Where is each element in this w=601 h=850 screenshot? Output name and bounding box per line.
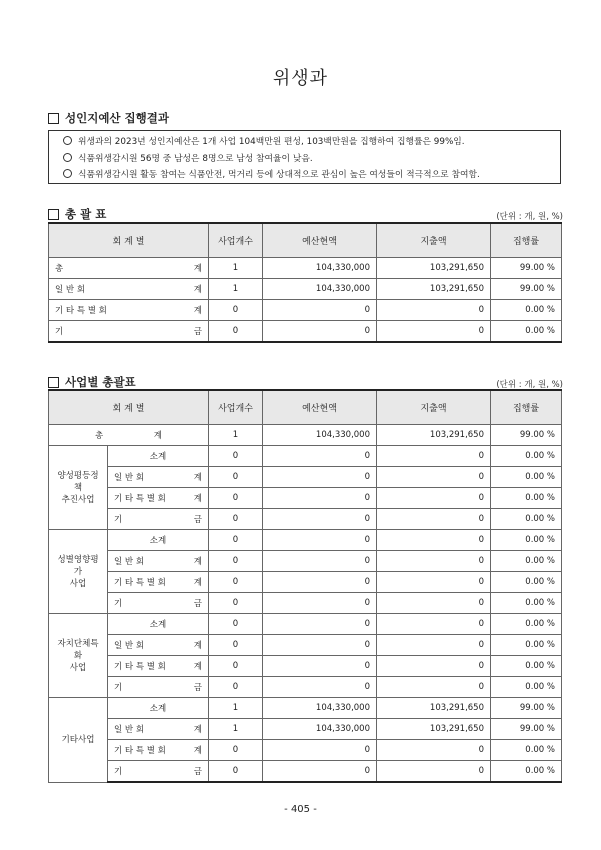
table-row: [49, 467, 562, 488]
unit-label: (단위 : 개, 원, %): [496, 212, 563, 222]
row-label: [114, 471, 202, 483]
rate-cell: 0.00 %: [491, 488, 562, 509]
count-cell: 0: [209, 635, 263, 656]
spent-cell: 0: [377, 530, 491, 551]
spent-cell: 0: [377, 467, 491, 488]
spent-cell: 103,291,650: [377, 698, 491, 719]
label-cell: [49, 279, 209, 300]
label-cell: [49, 300, 209, 321]
rate-cell: 0.00 %: [491, 530, 562, 551]
label-cell: [49, 258, 209, 279]
checkbox-square-icon: [48, 209, 59, 220]
table-row: [49, 572, 562, 593]
summary-bullet: 식품위생감시원 활동 참여는 식품안전, 먹거리 등에 상대적으로 관심이 높은 여성들이 적극적으로 참여함.: [63, 167, 560, 184]
budget-cell: 0: [263, 467, 377, 488]
row-label: [55, 325, 202, 337]
label-cell: [108, 740, 209, 761]
rate-cell: 0.00 %: [491, 572, 562, 593]
column-header: 사업개수: [209, 390, 263, 425]
project-category-line1: 자치단체특화: [57, 638, 99, 661]
spent-cell: 0: [377, 509, 491, 530]
project-category-line2: 사업: [69, 578, 87, 589]
budget-cell: 104,330,000: [263, 258, 377, 279]
label-cell: [108, 467, 209, 488]
spent-cell: 0: [377, 488, 491, 509]
row-label-right: 계: [193, 285, 202, 295]
label-cell: [108, 572, 209, 593]
table-row: [49, 614, 562, 635]
budget-cell: 0: [263, 488, 377, 509]
spent-cell: 0: [377, 614, 491, 635]
row-label: [55, 283, 202, 295]
rate-cell: 0.00 %: [491, 740, 562, 761]
budget-cell: 0: [263, 551, 377, 572]
column-header: 집행률: [491, 390, 562, 425]
row-label-left: 기 타 특 별 회: [114, 494, 166, 504]
count-cell: 0: [209, 677, 263, 698]
count-cell: 0: [209, 740, 263, 761]
rate-cell: 0.00 %: [491, 656, 562, 677]
count-cell: 0: [209, 656, 263, 677]
rate-cell: 0.00 %: [491, 761, 562, 783]
row-label: [114, 744, 202, 756]
table-row: [49, 635, 562, 656]
table-row: [49, 719, 562, 740]
budget-cell: 0: [263, 761, 377, 783]
column-header: 예산현액: [263, 390, 377, 425]
row-label-right: 계: [193, 557, 202, 567]
row-label: [114, 639, 202, 651]
count-cell: 0: [209, 551, 263, 572]
table-row: [49, 488, 562, 509]
label-cell: [108, 635, 209, 656]
spent-cell: 0: [377, 740, 491, 761]
budget-cell: 0: [263, 300, 377, 321]
rate-cell: 0.00 %: [491, 321, 562, 343]
summary-table: [48, 222, 562, 343]
table-row: [49, 551, 562, 572]
row-label-left: 일 반 회: [55, 285, 86, 295]
column-header: 회 계 별: [49, 390, 209, 425]
section-heading-summary-table: [48, 206, 106, 222]
row-label-left: 기 타 특 별 회: [114, 662, 166, 672]
budget-cell: 0: [263, 530, 377, 551]
count-cell: 0: [209, 572, 263, 593]
table-row: [49, 300, 562, 321]
budget-cell: 0: [263, 656, 377, 677]
project-category-line2: 추진사업: [61, 494, 95, 505]
label-cell: [49, 425, 209, 446]
row-label-right: 계: [193, 578, 202, 588]
row-label: [114, 513, 202, 525]
rate-cell: 99.00 %: [491, 279, 562, 300]
budget-cell: 0: [263, 572, 377, 593]
row-label-left: 총: [55, 264, 64, 274]
row-label: [114, 555, 202, 567]
row-label-right: 계: [193, 264, 202, 274]
label-cell: [108, 677, 209, 698]
label-cell: [108, 656, 209, 677]
row-label-left: 일 반 회: [114, 473, 145, 483]
spent-cell: 0: [377, 300, 491, 321]
table-row: [49, 698, 562, 719]
table-row: [49, 509, 562, 530]
budget-cell: 0: [263, 321, 377, 343]
table-header-row: [49, 390, 562, 425]
rate-cell: 0.00 %: [491, 467, 562, 488]
rate-cell: 0.00 %: [491, 446, 562, 467]
column-header: 예산현액: [263, 223, 377, 258]
row-label-right: 계: [193, 306, 202, 316]
project-category-line1: 기타사업: [61, 734, 95, 745]
row-label: [55, 304, 202, 316]
count-cell: 0: [209, 467, 263, 488]
circle-bullet-icon: [63, 136, 72, 145]
row-label: [114, 723, 202, 735]
spent-cell: 0: [377, 677, 491, 698]
count-cell: 0: [209, 446, 263, 467]
table-row: [49, 740, 562, 761]
label-cell: 소계: [108, 698, 209, 719]
row-label-right: 계: [193, 494, 202, 504]
count-cell: 1: [209, 258, 263, 279]
row-label: [114, 660, 202, 672]
budget-cell: 0: [263, 614, 377, 635]
summary-box: [48, 130, 561, 184]
budget-cell: 104,330,000: [263, 719, 377, 740]
row-label-left: 일 반 회: [114, 725, 145, 735]
project-category-line1: 성별영향평가: [57, 554, 99, 577]
table-header-row: [49, 223, 562, 258]
row-label: [114, 576, 202, 588]
spent-cell: 103,291,650: [377, 279, 491, 300]
label-cell: 소계: [108, 614, 209, 635]
spent-cell: 103,291,650: [377, 425, 491, 446]
row-label: [114, 597, 202, 609]
budget-cell: 0: [263, 740, 377, 761]
count-cell: 0: [209, 530, 263, 551]
section-heading-execution: [48, 110, 169, 126]
budget-cell: 0: [263, 677, 377, 698]
table-row-total: [49, 425, 562, 446]
table-row: [49, 761, 562, 783]
budget-cell: 0: [263, 593, 377, 614]
row-label-right: 금: [193, 327, 202, 337]
project-category-line1: 양성평등정책: [57, 470, 99, 493]
row-label-left: 기: [114, 515, 123, 525]
row-label-left: 기 타 특 별 회: [55, 306, 107, 316]
count-cell: 1: [209, 425, 263, 446]
spent-cell: 0: [377, 446, 491, 467]
rate-cell: 99.00 %: [491, 698, 562, 719]
section-heading-by-project: [48, 374, 136, 390]
spent-cell: 0: [377, 593, 491, 614]
table-row: [49, 677, 562, 698]
column-header: 집행률: [491, 223, 562, 258]
rate-cell: 0.00 %: [491, 300, 562, 321]
checkbox-square-icon: [48, 113, 59, 124]
row-label-right: 계: [193, 662, 202, 672]
row-label-left: 일 반 회: [114, 557, 145, 567]
label-cell: [49, 321, 209, 343]
count-cell: 0: [209, 614, 263, 635]
row-label-left: 기: [114, 767, 123, 777]
rate-cell: 0.00 %: [491, 677, 562, 698]
row-label: [114, 681, 202, 693]
rate-cell: 99.00 %: [491, 425, 562, 446]
checkbox-square-icon: [48, 377, 59, 388]
label-cell: [108, 488, 209, 509]
count-cell: 1: [209, 698, 263, 719]
count-cell: 0: [209, 509, 263, 530]
count-cell: 0: [209, 761, 263, 783]
rate-cell: 99.00 %: [491, 719, 562, 740]
page-number: - 405 -: [284, 804, 317, 815]
row-label-left: 기: [55, 327, 64, 337]
section-heading-text: 사업별 총괄표: [65, 375, 136, 389]
count-cell: 1: [209, 279, 263, 300]
row-label-right: 금: [193, 515, 202, 525]
table-row: [49, 530, 562, 551]
label-cell: [108, 593, 209, 614]
row-label-left: 기: [114, 599, 123, 609]
count-cell: 0: [209, 300, 263, 321]
row-label-right: 금: [193, 767, 202, 777]
count-cell: 0: [209, 593, 263, 614]
row-label: [114, 492, 202, 504]
section-heading-text: 총 괄 표: [65, 207, 107, 221]
row-label-left: 일 반 회: [114, 641, 145, 651]
spent-cell: 103,291,650: [377, 719, 491, 740]
summary-bullet: 식품위생감시원 56명 중 남성은 8명으로 남성 참여율이 낮음.: [63, 151, 560, 168]
spent-cell: 0: [377, 572, 491, 593]
count-cell: 0: [209, 321, 263, 343]
row-label-left: 기 타 특 별 회: [114, 578, 166, 588]
project-category-cell: [49, 698, 108, 783]
budget-cell: 0: [263, 509, 377, 530]
circle-bullet-icon: [63, 153, 72, 162]
row-label-right: 금: [193, 599, 202, 609]
spent-cell: 0: [377, 635, 491, 656]
row-label-right: 계: [193, 473, 202, 483]
row-label-left: 기: [114, 683, 123, 693]
table-row: [49, 279, 562, 300]
budget-cell: 104,330,000: [263, 698, 377, 719]
spent-cell: 0: [377, 761, 491, 783]
project-category-cell: [49, 446, 108, 530]
label-cell: 소계: [108, 446, 209, 467]
label-cell: 소계: [108, 530, 209, 551]
row-label: [55, 429, 202, 441]
column-header: 사업개수: [209, 223, 263, 258]
section-heading-text: 성인지예산 집행결과: [65, 111, 169, 125]
unit-label: (단위 : 개, 원, %): [496, 380, 563, 390]
spent-cell: 103,291,650: [377, 258, 491, 279]
row-label-left: 총: [95, 431, 104, 441]
project-category-cell: [49, 530, 108, 614]
count-cell: 0: [209, 488, 263, 509]
spent-cell: 0: [377, 656, 491, 677]
budget-cell: 0: [263, 635, 377, 656]
rate-cell: 0.00 %: [491, 614, 562, 635]
budget-cell: 104,330,000: [263, 425, 377, 446]
table-row: [49, 446, 562, 467]
row-label: [55, 262, 202, 274]
project-category-cell: [49, 614, 108, 698]
page-title: 위생과: [272, 68, 329, 89]
rate-cell: 0.00 %: [491, 551, 562, 572]
label-cell: [108, 719, 209, 740]
label-cell: [108, 551, 209, 572]
project-category-line2: 사업: [69, 662, 87, 673]
table-row: [49, 321, 562, 343]
row-label-right: 계: [193, 746, 202, 756]
spent-cell: 0: [377, 321, 491, 343]
project-summary-table: [48, 389, 562, 783]
spent-cell: 0: [377, 551, 491, 572]
rate-cell: 99.00 %: [491, 258, 562, 279]
rate-cell: 0.00 %: [491, 593, 562, 614]
row-label: [114, 765, 202, 777]
table-row: [49, 656, 562, 677]
row-label-left: 기 타 특 별 회: [114, 746, 166, 756]
row-label-right: 금: [193, 683, 202, 693]
label-cell: [108, 761, 209, 783]
budget-cell: 104,330,000: [263, 279, 377, 300]
count-cell: 1: [209, 719, 263, 740]
rate-cell: 0.00 %: [491, 635, 562, 656]
rate-cell: 0.00 %: [491, 509, 562, 530]
row-label-right: 계: [153, 431, 162, 441]
budget-cell: 0: [263, 446, 377, 467]
column-header: 지출액: [377, 390, 491, 425]
row-label-right: 계: [193, 725, 202, 735]
row-label-right: 계: [193, 641, 202, 651]
table-row: [49, 258, 562, 279]
table-row: [49, 593, 562, 614]
column-header: 지출액: [377, 223, 491, 258]
circle-bullet-icon: [63, 169, 72, 178]
summary-bullet: 위생과의 2023년 성인지예산은 1개 사업 104백만원 편성, 103백만원을 집행하여 집행률은 99%임.: [63, 134, 560, 151]
column-header: 회 계 별: [49, 223, 209, 258]
label-cell: [108, 509, 209, 530]
